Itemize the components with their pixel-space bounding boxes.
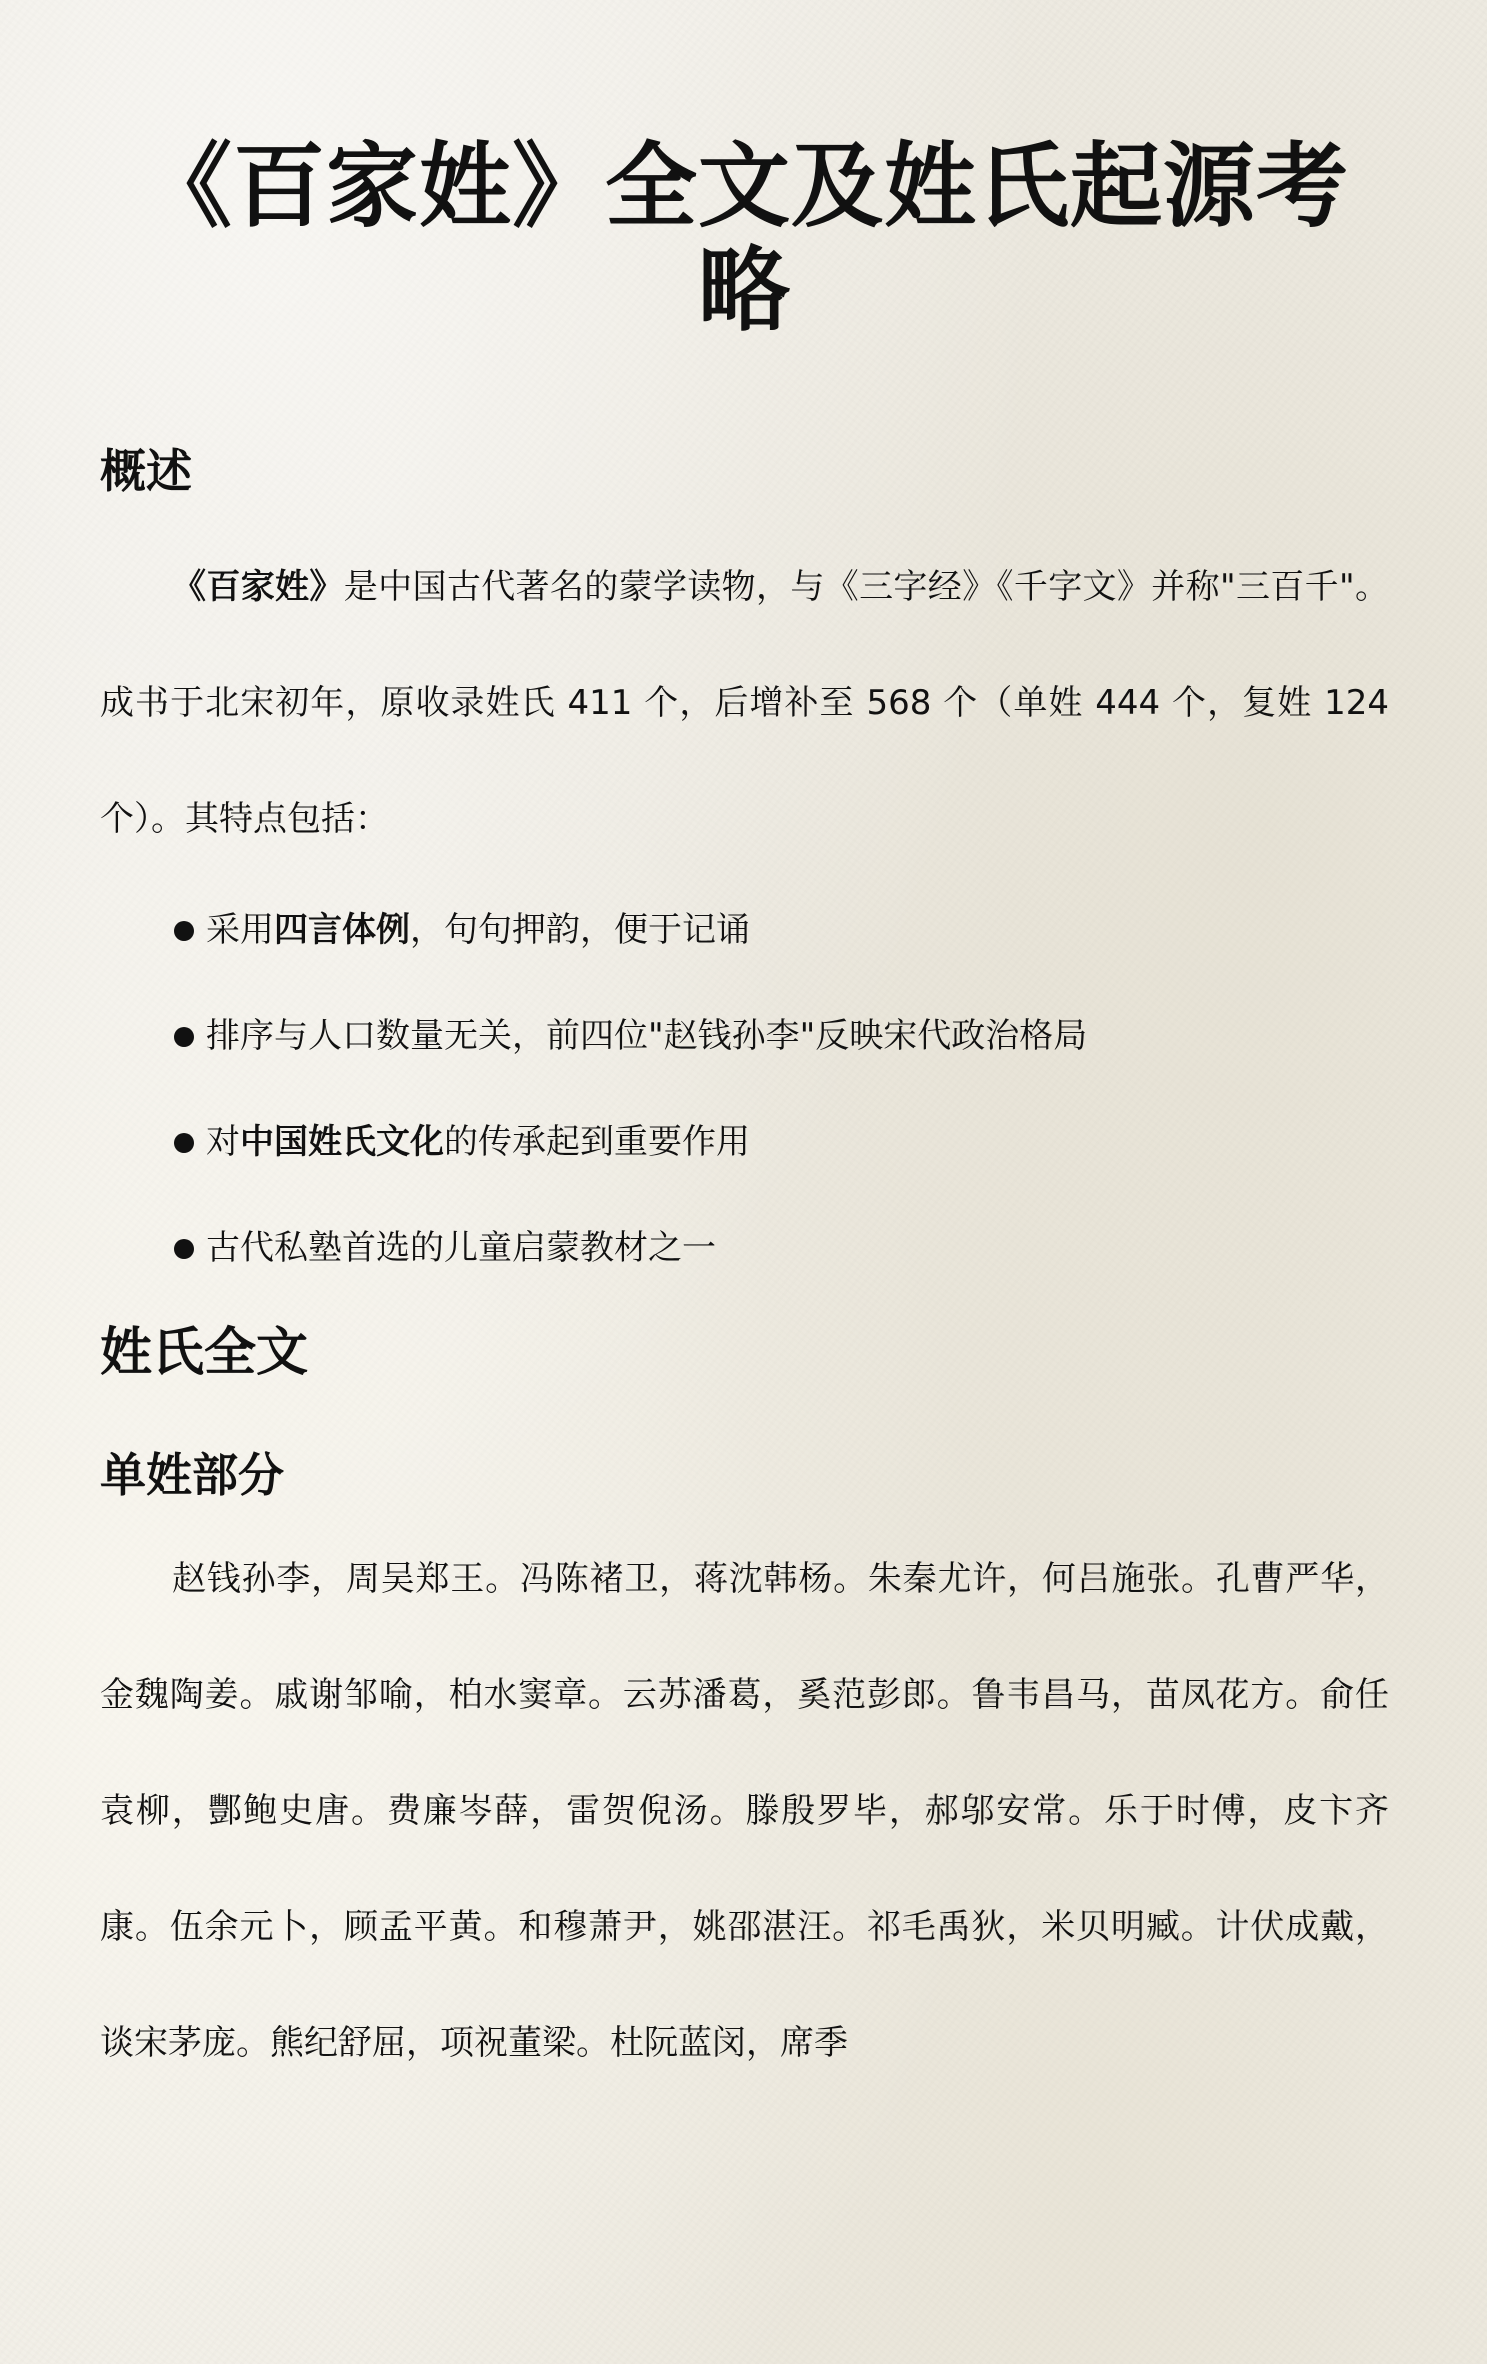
list-item: 排序与人口数量无关，前四位"赵钱孙李"反映宋代政治格局 (174, 983, 1389, 1089)
bullet-dot-icon (174, 1027, 194, 1047)
single-surname-text: 赵钱孙李，周吴郑王。冯陈褚卫，蒋沈韩杨。朱秦尤许，何吕施张。孔曹严华，金魏陶姜。戚谢邹喻，柏水窦章。云苏潘葛，奚范彭郎。鲁韦昌马，苗凤花方。俞任袁柳，酆鲍史唐。费廉岑薛，雷贺倪汤。滕殷罗毕，郝邬安常。乐于时傅，皮卞齐康。伍余元卜，顾孟平黄。和穆萧尹，姚邵湛汪。祁毛禹狄，米贝明臧。计伏成戴，谈宋茅庞。熊纪舒屈，项祝董梁。杜阮蓝闵，席季 (100, 1559, 1389, 2063)
overview-heading: 概述 (100, 444, 192, 498)
bullet-dot-icon (174, 921, 194, 941)
single-surname-heading: 单姓部分 (100, 1448, 284, 1502)
bullet-dot-icon (174, 1239, 194, 1259)
overview-text: 是中国古代著名的蒙学读物，与《三字经》《千字文》并称"三百千"。成书于北宋初年，原收录姓氏 411 个，后增补至 568 个（单姓 444 个，复姓 124 个）。其特点包括： (100, 567, 1390, 839)
fulltext-heading: 姓氏全文 (100, 1323, 309, 1383)
list-item: 对中国姓氏文化的传承起到重要作用 (174, 1089, 1389, 1195)
document-title: 《百家姓》全文及姓氏起源考略 (139, 133, 1349, 344)
list-item: 古代私塾首选的儿童启蒙教材之一 (174, 1195, 1389, 1301)
overview-book-title: 《百家姓》 (172, 567, 344, 607)
list-item: 采用四言体例，句句押韵，便于记诵 (174, 877, 1389, 983)
feature-list (100, 877, 1389, 1301)
bullet-dot-icon (174, 1133, 194, 1153)
overview-paragraph (100, 529, 1389, 877)
